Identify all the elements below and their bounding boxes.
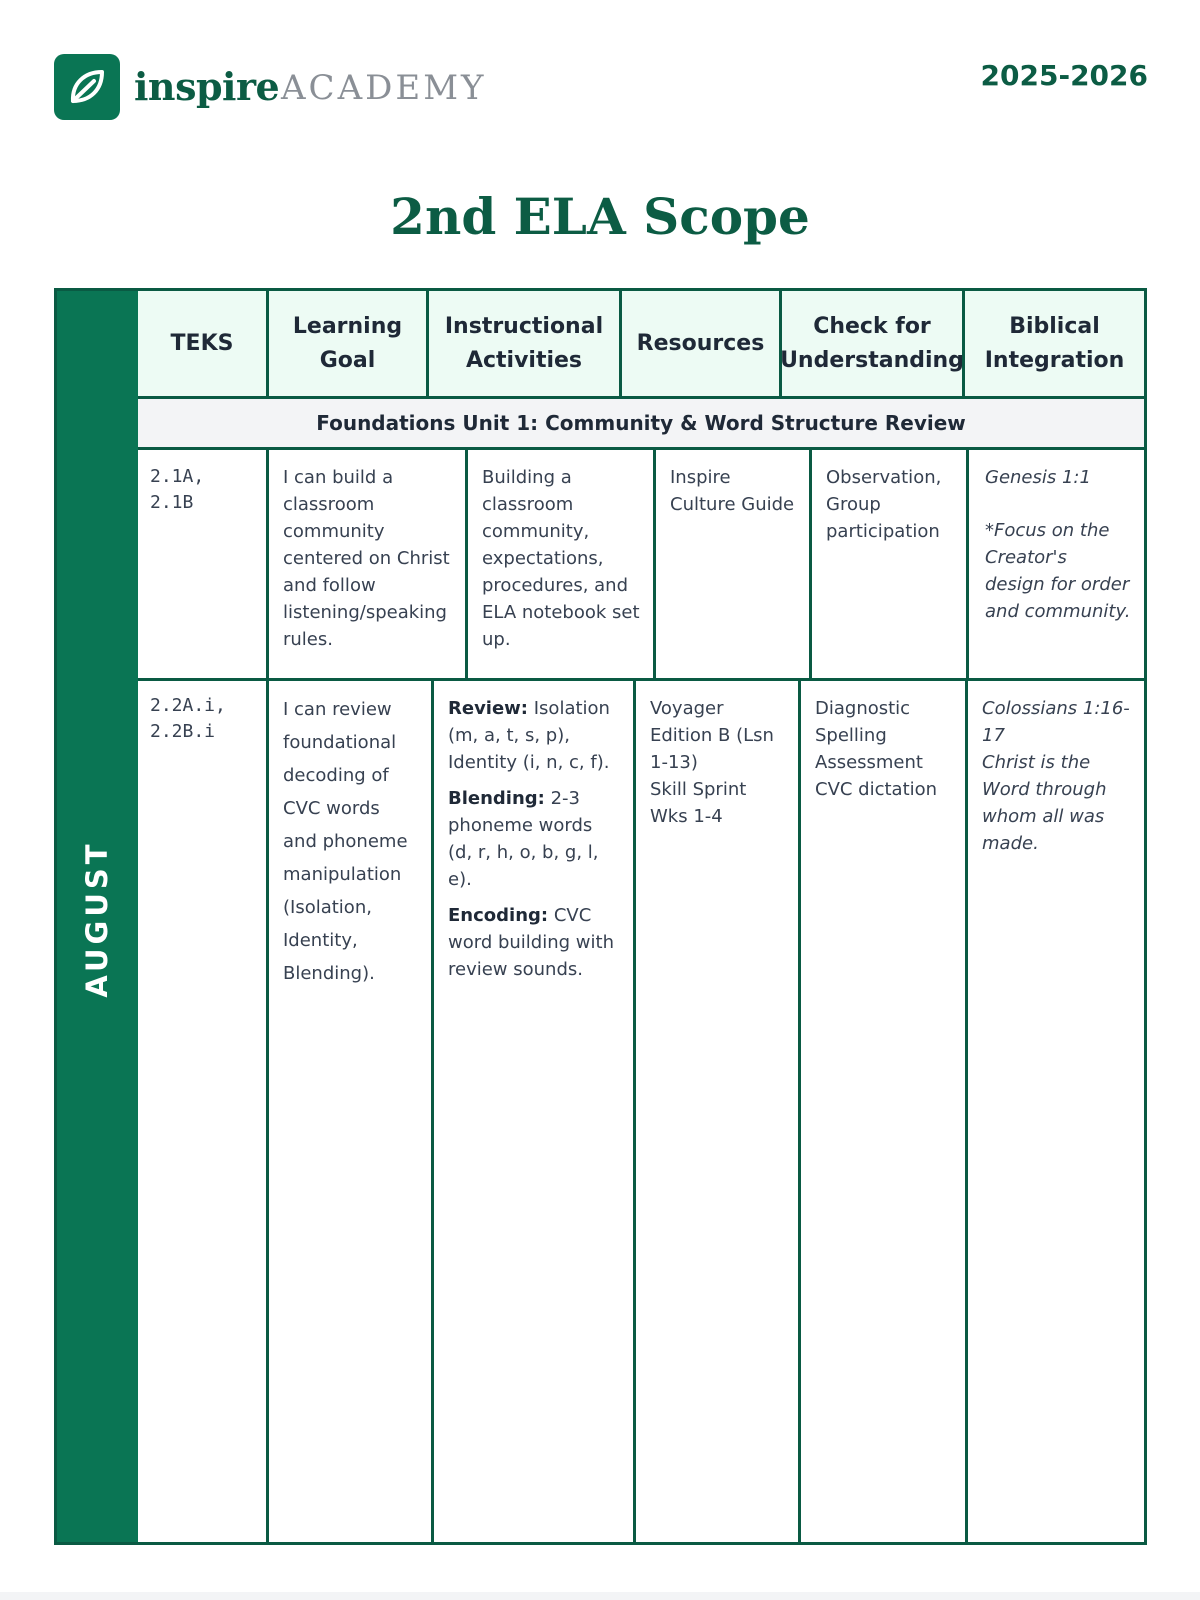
leaf-icon — [54, 54, 120, 120]
footer-strip — [0, 1592, 1200, 1600]
brand-subtitle: ACADEMY — [281, 68, 487, 108]
teks-cell: 2.2A.i, 2.2B.i — [138, 681, 269, 1542]
scope-table — [54, 288, 1147, 1545]
learning-goal-cell: I can review foundational decoding of CVC words and phoneme manipulation (Isolation, Identity, Blending). — [269, 681, 434, 1542]
column-header-instructional-activities: Instructional Activities — [429, 291, 622, 396]
learning-goal-cell: I can build a classroom community centered on Christ and follow listening/speaking rules. — [269, 450, 468, 678]
resources-line: Voyager Edition B (Lsn 1-13) — [650, 698, 774, 773]
activities-cell: Building a classroom community, expectations, procedures, and ELA notebook set up. — [468, 450, 656, 678]
check-line: CVC dictation — [815, 779, 938, 800]
check-cell: Observation, Group participation — [812, 450, 969, 678]
activity-review: Review: Isolation (m, a, t, s, p), Identity (i, n, c, f). — [448, 698, 610, 773]
teks-cell: 2.1A, 2.1B — [138, 450, 269, 678]
column-header-resources: Resources — [622, 291, 782, 396]
school-year: 2025-2026 — [980, 59, 1148, 92]
biblical-reference: Genesis 1:1 — [985, 467, 1091, 488]
column-header-biblical-integration: Biblical Integration — [984, 313, 1125, 373]
biblical-note: Christ is the Word through whom all was made. — [982, 752, 1107, 854]
resources-line: Skill Sprint Wks 1-4 — [650, 779, 747, 827]
table-row — [138, 681, 1144, 1542]
scope-grid — [138, 291, 1144, 1542]
resources-cell — [636, 681, 801, 1542]
check-line: Diagnostic Spelling Assessment — [815, 698, 923, 773]
biblical-note: *Focus on the Creator's design for order and community. — [985, 520, 1131, 622]
logo-tile — [54, 54, 120, 120]
brand-name: inspire — [134, 64, 280, 109]
resources-cell: Inspire Culture Guide — [656, 450, 812, 678]
biblical-reference: Colossians 1:16-17 — [982, 698, 1130, 746]
column-header-teks: TEKS — [138, 291, 269, 396]
header-row — [138, 291, 1144, 399]
biblical-cell — [968, 681, 1144, 1542]
column-header-learning-goal: Learning Goal — [269, 291, 429, 396]
unit-title-row — [138, 399, 1144, 450]
page-title: 2nd ELA Scope — [390, 187, 810, 246]
biblical-cell — [969, 450, 1144, 678]
activity-blending: Blending: 2-3 phoneme words (d, r, h, o, b, g, l, e). — [448, 788, 599, 890]
activity-encoding: Encoding: CVC word building with review sounds. — [448, 905, 614, 980]
activities-cell — [434, 681, 636, 1542]
unit-title: Foundations Unit 1: Community & Word Structure Review — [316, 411, 966, 435]
column-header-check-for-understanding: Check for Understanding — [782, 291, 965, 396]
check-cell — [801, 681, 968, 1542]
month-band — [57, 291, 138, 1542]
table-row — [138, 450, 1144, 681]
month-label: AUGUST — [80, 840, 114, 998]
